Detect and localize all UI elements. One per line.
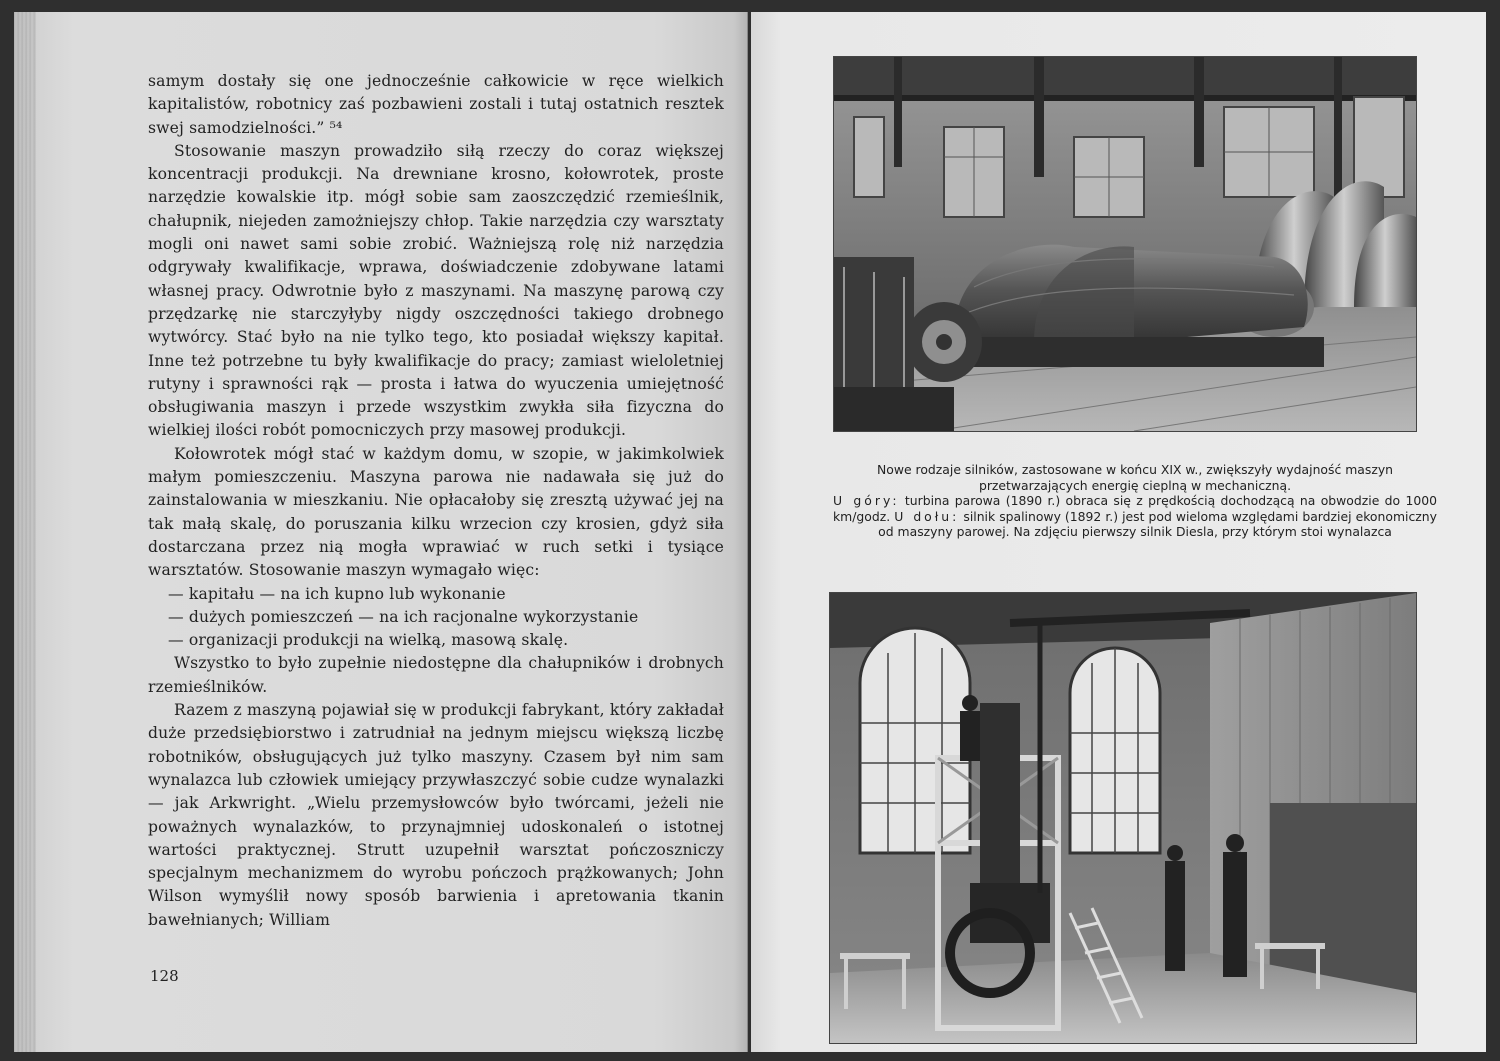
steam-turbine-hall-photo — [833, 56, 1417, 432]
caption-description — [833, 493, 1437, 540]
page-edge-stack — [14, 12, 36, 1052]
caption-top-text: turbina parowa (1890 r.) obraca się z prędkością dochodzącą na obwodzie do 1000 km/godz. — [833, 493, 1437, 524]
caption-bottom-label: U dołu: — [894, 508, 960, 524]
right-page — [751, 12, 1486, 1052]
caption-lead: Nowe rodzaje silników, zastosowane w końcu XIX w., zwiększyły wydajność maszyn przetwarzających energię cieplną w mechaniczną. — [876, 462, 1394, 493]
book-spread — [14, 12, 1486, 1052]
paragraph-4: Wszystko to było zupełnie niedostępne dla chałupników i drobnych rzemieślników. — [148, 654, 724, 696]
steam-turbine-illustration — [834, 57, 1416, 431]
paragraph-3: Kołowrotek mógł stać w każdym domu, w szopie, w jakimkolwiek małym pomieszczeniu. Maszyna parowa nie nadawała się już do zainstalowania w mieszkaniu. Nie opłacałoby się zresztą używać jej na tak małą skalę, do poruszania kilku wrzecion czy krosien, gdyż siła dostarczana przez nią mogła wprawiać w ruch setki i tysiące warsztatów. Stosowanie maszyn wymagało więc: — [148, 444, 724, 580]
left-page — [14, 12, 748, 1052]
page-number: 128 — [150, 967, 179, 985]
diesel-engine-workshop-photo — [829, 592, 1417, 1044]
caption-bottom-text: silnik spalinowy (1892 r.) jest pod wieloma względami bardziej ekonomiczny od maszyny parowej. Na zdjęciu pierwszy silnik Diesla, przy którym stoi wynalazca — [878, 508, 1437, 540]
dash-item-organization: — organizacji produkcji na wielką, masową skalę. — [168, 631, 569, 650]
paragraph-5: Razem z maszyną pojawiał się w produkcji fabrykant, który zakładał duże przedsiębiorstwo i zatrudniał na jednym miejscu większą liczbę robotników, obsługujących już tylko maszyny. Czasem był nim sam wynalazca lub człowiek umiejący przywłaszczyć sobie cudze wynalazki — jak Arkwright. „Wielu przemysłowców było twórcami, jeżeli nie poważnych wynalazków, to przynajmniej udoskonaleń o istotnej wartości praktycznej. Strutt uzupełnił warsztat pończoszniczy specjalnym mechanizmem do wyrobu pończoch prążkowanych; John Wilson wymyślił nowy sposób barwienia i apretowania tkanin bawełnianych; William — [148, 701, 724, 929]
caption-top-label: U góry: — [833, 493, 900, 509]
paragraph-1: samym dostały się one jednocześnie całkowicie w ręce wielkich kapitalistów, robotnicy zaś pozbawieni zostali i tutaj ostatnich resztek swej samodzielności.” ⁵⁴ — [148, 72, 724, 137]
dash-item-capital: — kapitału — na ich kupno lub wykonanie — [168, 584, 506, 603]
photo-caption — [833, 462, 1437, 540]
dash-item-premises: — dużych pomieszczeń — na ich racjonalne wykorzystanie — [168, 607, 639, 626]
left-page-body-text — [148, 70, 724, 932]
diesel-engine-illustration — [830, 593, 1416, 1043]
paragraph-2: Stosowanie maszyn prowadziło siłą rzeczy do coraz większej koncentracji produkcji. Na drewniane krosno, kołowrotek, proste narzędzie kowalskie itp. mógł sobie sam zaoszczędzić rzemieślnik, chałupnik, niejeden zamożniejszy chłop. Takie narzędzia czy warsztaty mogli oni nawet sami sobie zrobić. Ważniejszą rolę niż narzędzia odgrywały kwalifikacje, wprawa, doświadczenie zdobywane latami własnej pracy. Odwrotnie było z maszynami. Na maszynę parową czy przędzarkę nie starczyłyby nigdy oszczędności takiego drobnego wytwórcy. Stać było na nie tylko tego, kto posiadał większy kapitał. Inne też potrzebne tu były kwalifikacje do pracy; zamiast wieloletniej rutyny i sprawności rąk — prosta i łatwa do wyuczenia umiejętność obsługiwania maszyn i przede wszystkim zwykła siła fizyczna do wielkiej ilości robót pomocniczych przy masowej produkcji. — [148, 141, 724, 440]
